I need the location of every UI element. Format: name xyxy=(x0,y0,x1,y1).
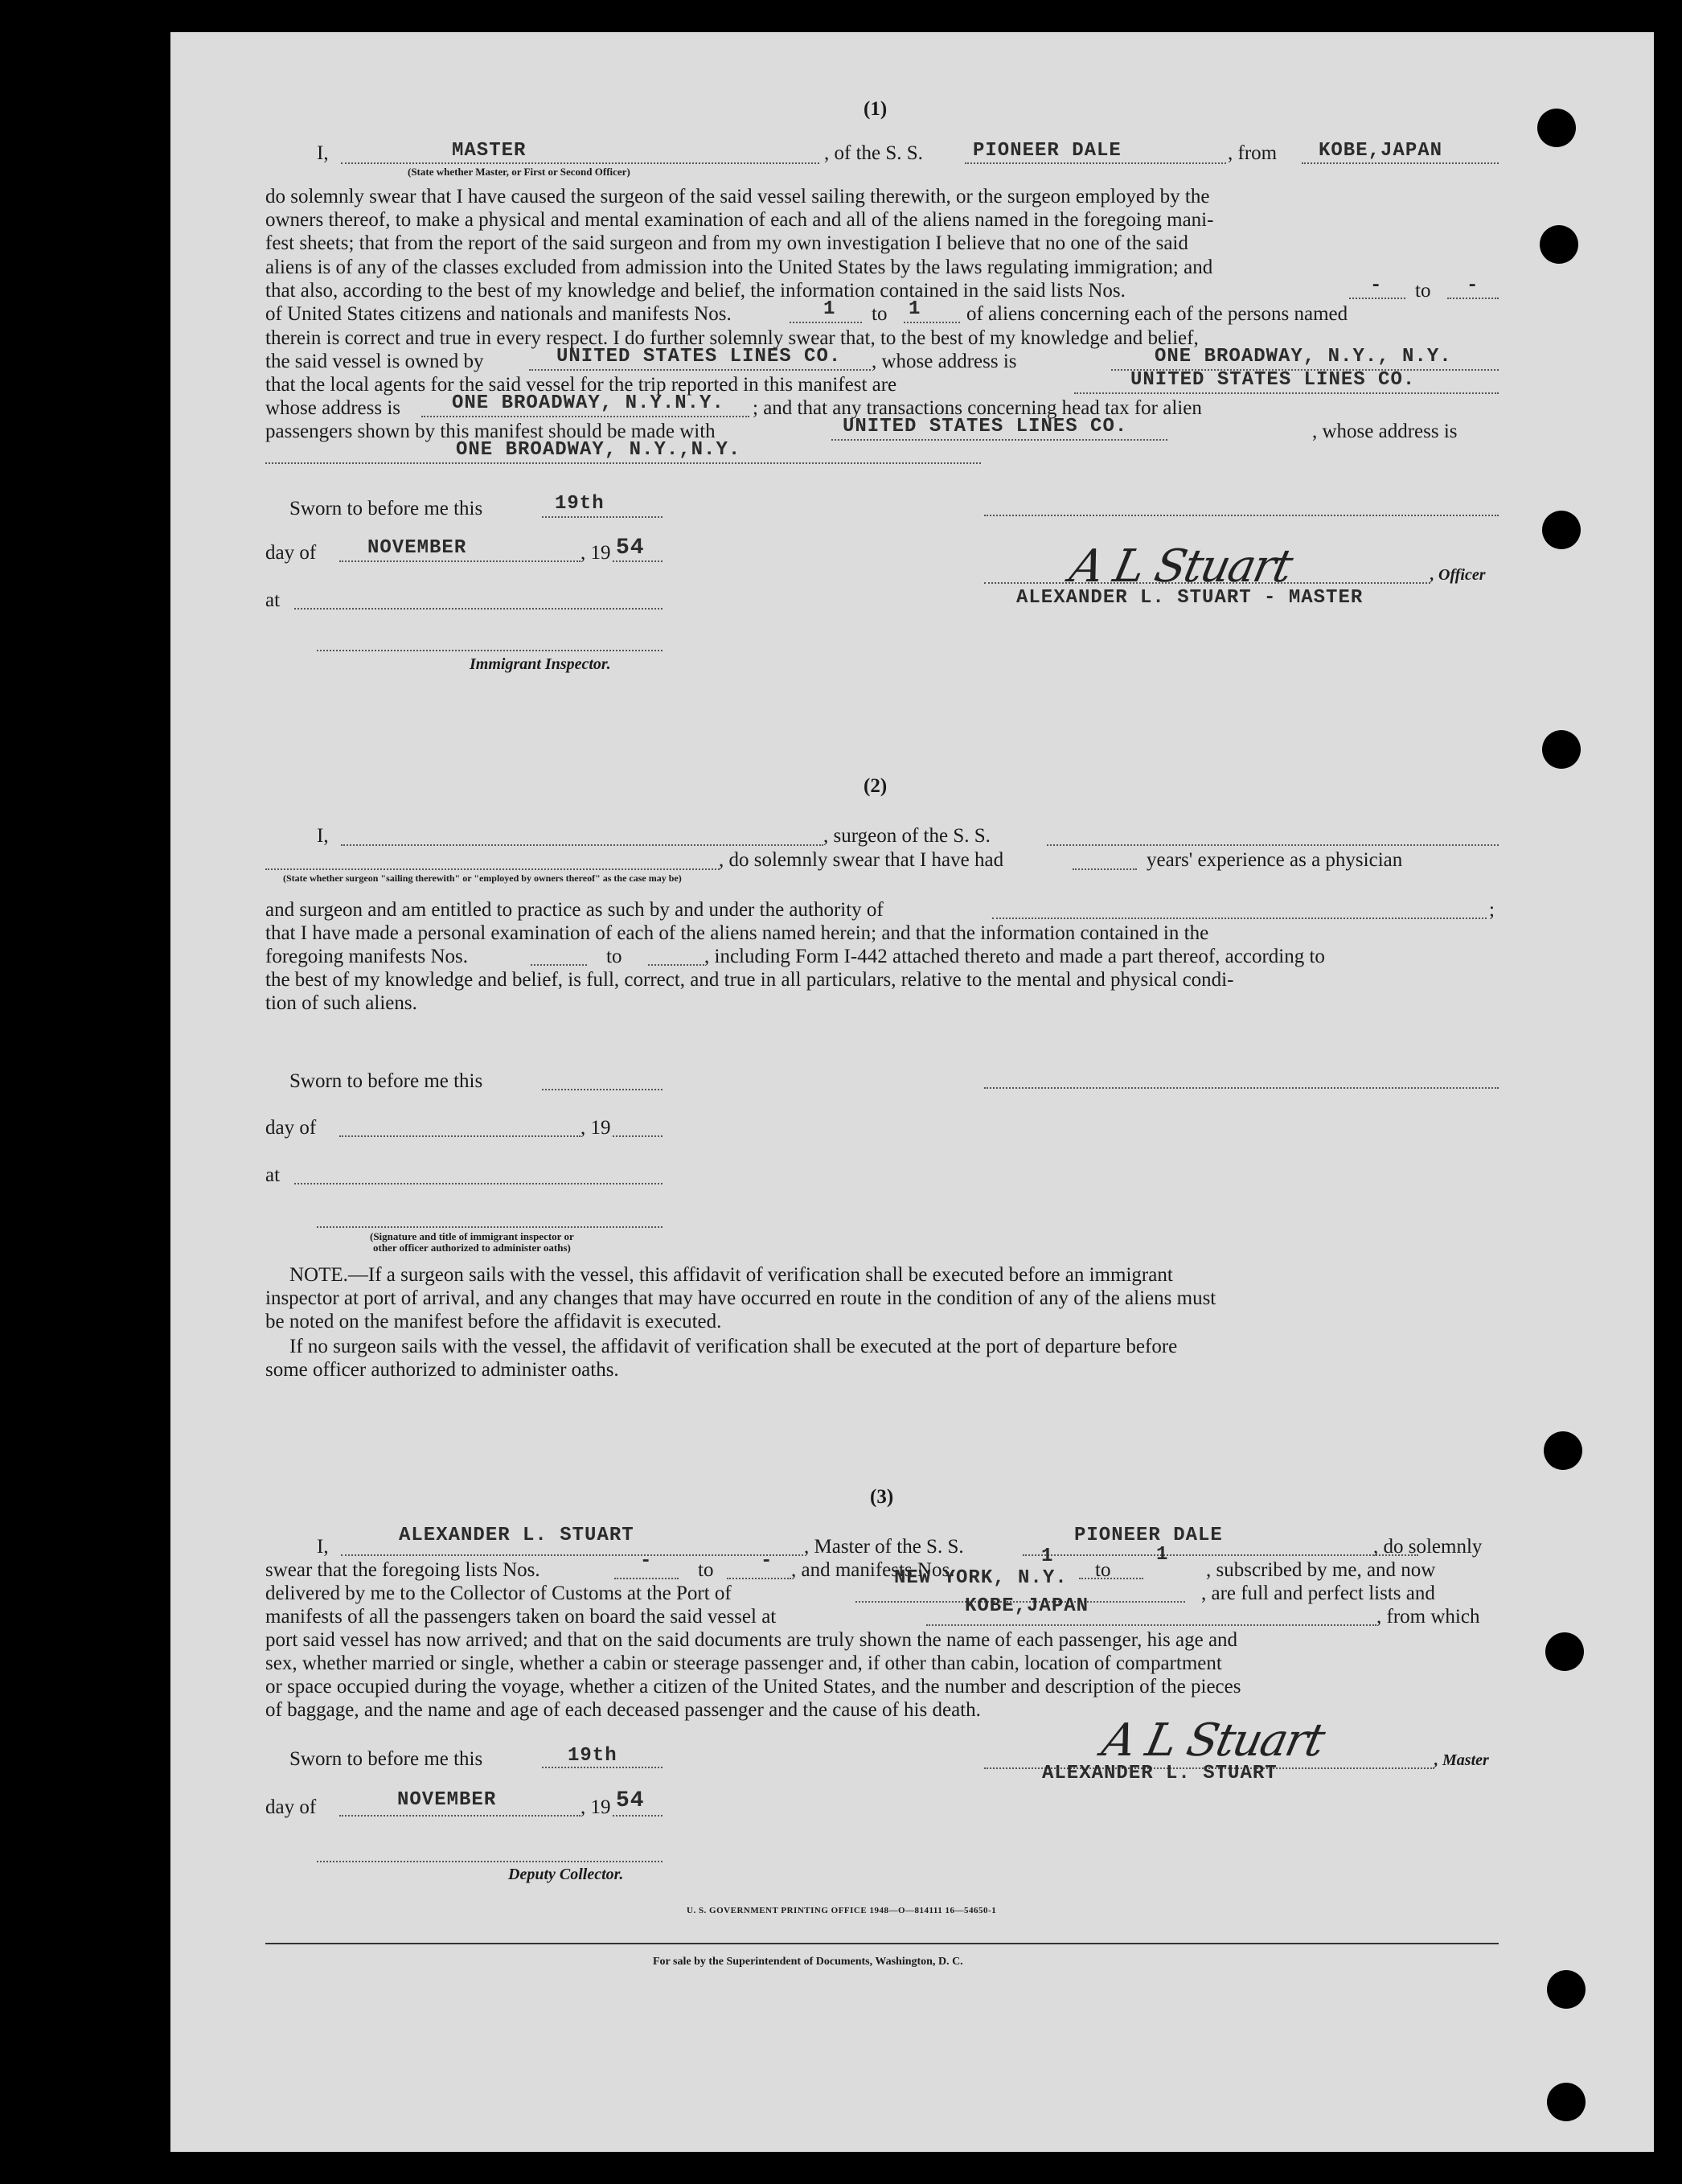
s2-line-2: and surgeon and am entitled to practice as such by and under the authority of xyxy=(265,899,884,921)
day-of-label: day of xyxy=(265,542,317,564)
year-prefix: , 19 xyxy=(580,1117,611,1139)
section-3-number: (3) xyxy=(870,1486,894,1508)
manifest-from-value: 1 xyxy=(823,298,836,320)
punch-hole xyxy=(1547,2083,1586,2121)
port-value: NEW YORK, N.Y. xyxy=(894,1567,1068,1589)
s1-line-11a: passengers shown by this manifest should be made with xyxy=(265,421,716,442)
boarded-value: KOBE,JAPAN xyxy=(965,1595,1089,1617)
note-line-1 xyxy=(289,1263,1173,1287)
s2-manifest-to-line xyxy=(648,964,704,966)
to-label: to xyxy=(872,303,888,325)
s2-manifest-from-line xyxy=(531,964,587,966)
agents-value: UNITED STATES LINES CO. xyxy=(1130,369,1416,391)
lists-to-line xyxy=(1447,298,1499,299)
lists-from-line xyxy=(1349,298,1405,299)
i-label: I, xyxy=(317,825,329,847)
s3-sworn-day-line xyxy=(542,1767,663,1768)
to-label: to xyxy=(698,1559,714,1581)
s1-line-3: fest sheets; that from the report of the said surgeon and from my own investigation I believe that no one of the said xyxy=(265,232,1188,254)
s2-sworn-day-line xyxy=(542,1089,663,1090)
year-value: 54 xyxy=(616,536,645,560)
s3-vessel-value: PIONEER DALE xyxy=(1074,1525,1223,1546)
s3-lists-to-line xyxy=(727,1578,791,1579)
s3-line-2b: , and manifests Nos. xyxy=(791,1559,955,1581)
capacity-value: MASTER xyxy=(452,140,527,162)
boarded-line xyxy=(926,1624,1376,1626)
lists-to-value: - xyxy=(1467,275,1479,297)
officer-top-line xyxy=(984,515,1499,516)
headtax-line xyxy=(831,439,1167,441)
s2-line-5: the best of my knowledge and belief, is full, correct, and true in all particulars, relative to the mental and physical condi- xyxy=(265,969,1234,991)
s2-year-line xyxy=(613,1135,663,1137)
to-label: to xyxy=(1415,280,1431,302)
s2-caption-2: other officer authorized to administer oaths) xyxy=(373,1242,571,1254)
collector-caption: Deputy Collector. xyxy=(508,1866,624,1883)
s3-line-7: or space occupied during the voyage, whether a citizen of the United States, and the number and description of the pieces xyxy=(265,1676,1241,1698)
capacity-note: (State whether Master, or First or Second Officer) xyxy=(408,166,630,178)
s3-line-3a: delivered by me to the Collector of Customs at the Port of xyxy=(265,1583,732,1604)
day-of-label: day of xyxy=(265,1117,317,1139)
s3-line-2a: swear that the foregoing lists Nos. xyxy=(265,1559,540,1581)
surgeon-status-line xyxy=(265,868,720,870)
s3-line-3b: , are full and perfect lists and xyxy=(1201,1583,1435,1604)
s3-line-5: port said vessel has now arrived; and that on the said documents are truly shown the name of each passenger, his age and xyxy=(265,1629,1238,1651)
headtax-value: UNITED STATES LINES CO. xyxy=(843,416,1128,437)
manifest-to-line xyxy=(904,322,960,323)
s3-vessel-line xyxy=(1023,1554,1418,1556)
note-line-5: some officer authorized to administer oaths. xyxy=(265,1359,619,1381)
collector-signature-line xyxy=(317,1861,663,1862)
s3-year-line xyxy=(613,1815,663,1817)
agents-line xyxy=(1074,392,1499,394)
inspector-signature-line xyxy=(317,650,663,651)
sworn-day-value: 19th xyxy=(555,493,605,515)
master-signature: A L Stuart xyxy=(1097,1714,1328,1767)
punch-hole xyxy=(1547,1970,1586,2009)
manifest-from-line xyxy=(790,322,862,323)
s3-month-value: NOVEMBER xyxy=(397,1789,497,1811)
s2-line-3: that I have made a personal examination of each of the aliens named herein; and that the information contained in the xyxy=(265,922,1209,944)
day-of-label: day of xyxy=(265,1796,317,1818)
surgeon-note: (State whether surgeon "sailing therewith" or "employed by owners thereof" as the case may be) xyxy=(283,872,682,884)
s2-officer-line xyxy=(984,1087,1499,1089)
s1-line-2: owners thereof, to make a physical and mental examination of each and all of the aliens named in the foregoing mani- xyxy=(265,209,1214,231)
master-label: , Master xyxy=(1434,1751,1489,1769)
s2-line-6: tion of such aliens. xyxy=(265,992,417,1014)
s1-line-10b: ; and that any transactions concerning head tax for alien xyxy=(753,397,1202,419)
at-label: at xyxy=(265,589,281,611)
s3-year-value: 54 xyxy=(616,1788,645,1813)
s2-inspector-line xyxy=(317,1226,663,1228)
note-line-3: be noted on the manifest before the affidavit is executed. xyxy=(265,1311,722,1332)
note-line-4: If no surgeon sails with the vessel, the affidavit of verification shall be executed at the port of departure before xyxy=(289,1336,1178,1357)
sworn-label: Sworn to before me this xyxy=(289,1748,483,1770)
affidavit-page xyxy=(170,32,1654,2152)
i-label: I, xyxy=(317,142,329,164)
headtax-address-line xyxy=(265,462,981,464)
year-line xyxy=(613,560,663,562)
s1-line-7: therein is correct and true in every respect. I do further solemnly swear that, to the best of my knowledge and belief, xyxy=(265,327,1199,349)
punch-hole xyxy=(1545,1632,1584,1671)
note-label: NOTE. xyxy=(289,1264,348,1286)
s1-line-9a: that the local agents for the said vessel for the trip reported in this manifest are xyxy=(265,374,897,396)
s1-line-6b: of aliens concerning each of the persons named xyxy=(966,303,1348,325)
s2-at-line xyxy=(294,1183,663,1184)
sale-notice: For sale by the Superintendent of Documents, Washington, D. C. xyxy=(653,1956,963,1968)
s1-line-10a: whose address is xyxy=(265,397,401,419)
vessel-value: PIONEER DALE xyxy=(973,140,1122,162)
officer-label: , Officer xyxy=(1430,566,1486,584)
s1-line-11b: , whose address is xyxy=(1312,421,1458,442)
officer-signature: A L Stuart xyxy=(1065,540,1296,593)
to-label: to xyxy=(606,946,622,967)
month-value: NOVEMBER xyxy=(367,537,467,559)
manifest-to-value: 1 xyxy=(909,298,921,320)
vessel-line xyxy=(965,162,1226,164)
s1-line-1: do solemnly swear that I have caused the surgeon of the said vessel sailing therewith, or the surgeon employed by the xyxy=(265,186,1210,207)
year-prefix: , 19 xyxy=(580,1796,611,1818)
i-label: I, xyxy=(317,1536,329,1558)
owner-line xyxy=(529,369,871,371)
note-text-1: —If a surgeon sails with the vessel, this affidavit of verification shall be executed before an immigrant xyxy=(347,1264,1173,1286)
s2-line-4b: , including Form I-442 attached thereto and made a part thereof, according to xyxy=(704,946,1325,967)
capacity-line xyxy=(341,162,819,164)
headtax-address-value: ONE BROADWAY, N.Y.,N.Y. xyxy=(456,439,741,461)
s2-month-line xyxy=(339,1135,580,1137)
s2-line-4a: foregoing manifests Nos. xyxy=(265,946,469,967)
master-signer: ALEXANDER L. STUART xyxy=(1042,1763,1278,1784)
surgeon-vessel-line xyxy=(1047,844,1499,846)
s3-lists-from-value: - xyxy=(640,1550,653,1572)
surgeon-name-line xyxy=(341,844,823,846)
lists-from-value: - xyxy=(1370,275,1383,297)
master-name-line xyxy=(341,1554,803,1556)
section-2-number: (2) xyxy=(864,775,888,797)
years-line xyxy=(1073,868,1137,870)
s2-line-1b: years' experience as a physician xyxy=(1147,849,1403,871)
s3-line-6: sex, whether married or single, whether a cabin or steerage passenger and, if other than cabin, location of compartment xyxy=(265,1652,1222,1674)
from-label: , from xyxy=(1228,142,1278,164)
s1-line-6a: of United States citizens and nationals and manifests Nos. xyxy=(265,303,732,325)
printing-office: U. S. GOVERNMENT PRINTING OFFICE 1948—O—814111 16—54650-1 xyxy=(687,1906,997,1915)
s1-line-8a: the said vessel is owned by xyxy=(265,351,484,372)
sworn-day-line xyxy=(542,516,663,518)
punch-hole xyxy=(1544,1431,1582,1470)
punch-hole xyxy=(1542,730,1581,769)
s2-caption-1: (Signature and title of immigrant inspector or xyxy=(370,1230,574,1242)
punch-hole xyxy=(1542,511,1581,549)
owner-address-value: ONE BROADWAY, N.Y., N.Y. xyxy=(1155,346,1452,367)
s3-line-4b: , from which xyxy=(1376,1606,1480,1628)
s3-manifest-to-value: 1 xyxy=(1156,1544,1169,1566)
note-line-2: inspector at port of arrival, and any changes that may have occurred en route in the condition of any of the aliens must xyxy=(265,1287,1216,1309)
s2-line-1a: , do solemnly swear that I have had xyxy=(719,849,1004,871)
sworn-label: Sworn to before me this xyxy=(289,498,483,519)
at-label: at xyxy=(265,1164,281,1186)
of-ss-label: , of the S. S. xyxy=(824,142,923,164)
footer-rule xyxy=(265,1943,1499,1944)
at-line xyxy=(294,608,663,610)
master-name-value: ALEXANDER L. STUART xyxy=(399,1525,634,1546)
punch-hole xyxy=(1537,109,1576,147)
s3-manifest-to-line xyxy=(1079,1578,1143,1579)
month-line xyxy=(339,560,580,562)
master-of-label: , Master of the S. S. xyxy=(804,1536,964,1558)
section-1-number: (1) xyxy=(864,98,888,120)
agents-address-line xyxy=(421,416,749,417)
s1-line-5: that also, according to the best of my knowledge and belief, the information contained in the said lists Nos. xyxy=(265,280,1126,302)
solemnly-label: , do solemnly xyxy=(1373,1536,1483,1558)
inspector-caption: Immigrant Inspector. xyxy=(470,655,611,673)
from-line xyxy=(1302,162,1499,164)
s2-line-2-end: ; xyxy=(1489,899,1495,921)
sworn-label: Sworn to before me this xyxy=(289,1070,483,1092)
from-port-value: KOBE,JAPAN xyxy=(1319,140,1443,162)
s3-sworn-day-value: 19th xyxy=(568,1745,617,1767)
surgeon-of-label: , surgeon of the S. S. xyxy=(823,825,991,847)
punch-hole xyxy=(1540,225,1578,264)
s1-line-4: aliens is of any of the classes excluded from admission into the United States by the laws regulating immigration; and xyxy=(265,257,1213,278)
s3-line-8: of baggage, and the name and age of each deceased passenger and the cause of his death. xyxy=(265,1699,981,1721)
officer-signer: ALEXANDER L. STUART - MASTER xyxy=(1016,587,1364,609)
year-prefix: , 19 xyxy=(580,542,611,564)
to-label: to xyxy=(1095,1559,1111,1581)
officer-signature-line xyxy=(984,582,1430,584)
owner-value: UNITED STATES LINES CO. xyxy=(556,346,842,367)
authority-line xyxy=(992,918,1487,919)
s3-lists-from-line xyxy=(614,1578,679,1579)
s3-lists-to-value: - xyxy=(761,1550,773,1572)
s3-line-2c: , subscribed by me, and now xyxy=(1206,1559,1436,1581)
s1-line-8b: , whose address is xyxy=(872,351,1017,372)
agents-address-value: ONE BROADWAY, N.Y.N.Y. xyxy=(452,392,724,414)
s3-line-4a: manifests of all the passengers taken on board the said vessel at xyxy=(265,1606,777,1628)
s3-manifest-from-value: 1 xyxy=(1041,1546,1054,1567)
s3-month-line xyxy=(339,1815,580,1817)
